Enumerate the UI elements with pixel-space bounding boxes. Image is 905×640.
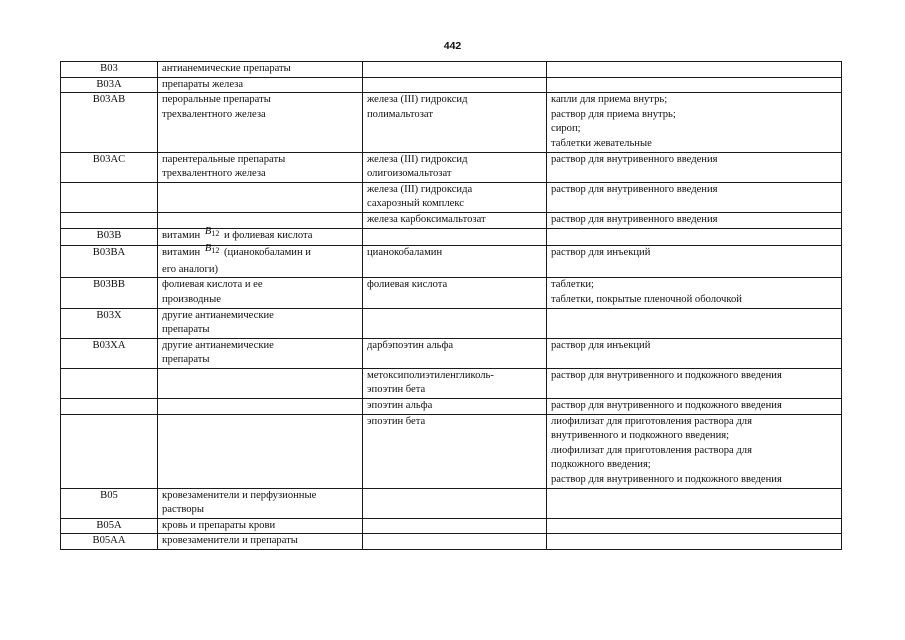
atc-code-cell: B05A [61,518,158,534]
atc-code-cell [61,414,158,488]
pharmacological-group-cell: пероральные препараты трехвалентного железа [158,93,363,152]
dosage-form-cell: раствор для внутривенного введения [547,182,842,212]
pharmacological-group-cell [158,399,363,415]
atc-code-cell [61,212,158,228]
pharmacological-group-cell: кровезаменители и препараты [158,534,363,550]
vitamin-b12-formula [203,243,221,254]
table-row [61,228,842,246]
dosage-form-cell [547,534,842,550]
table-row [61,93,842,152]
dosage-form-cell: раствор для инъекций [547,338,842,368]
active-substance-cell: железа карбоксимальтозат [363,212,547,228]
dosage-form-cell: лиофилизат для приготовления раствора для внутривенного и подкожного введения; лиофилизат для приготовления раствора для подкожного введения; раствор для внутривенного и подкожного введения [547,414,842,488]
table-row [61,414,842,488]
pharmacological-group-cell: кровь и препараты крови [158,518,363,534]
atc-code-cell [61,368,158,398]
atc-code-cell [61,182,158,212]
table-row [61,246,842,278]
drug-classification-table [60,61,842,550]
table-row [61,338,842,368]
active-substance-cell: цианокобаламин [363,246,547,278]
table-row [61,182,842,212]
table-row [61,368,842,398]
pharmacological-group-cell: фолиевая кислота и ее производные [158,278,363,308]
pharmacological-group-cell [158,243,363,278]
pharmacological-group-cell: антианемические препараты [158,62,363,78]
atc-code-cell: B03AB [61,93,158,152]
active-substance-cell: эпоэтин альфа [363,399,547,415]
formula-letter: B [204,225,212,237]
pharmacological-group-cell: другие антианемические препараты [158,308,363,338]
dosage-form-cell: раствор для внутривенного введения [547,152,842,182]
table-row [61,534,842,550]
atc-code-cell: B05 [61,488,158,518]
active-substance-cell: метоксиполиэтиленгликоль- эпоэтин бета [363,368,547,398]
atc-code-cell: B03 [61,62,158,78]
formula-subscript: 12 [211,246,220,256]
pharmacological-group-cell: кровезаменители и перфузионные растворы [158,488,363,518]
atc-code-cell: B03A [61,77,158,93]
pharmacological-group-cell: другие антианемические препараты [158,338,363,368]
formula-letter: B [204,243,212,255]
table-row [61,62,842,78]
atc-code-cell: B03XA [61,338,158,368]
active-substance-cell [363,228,547,246]
active-substance-cell [363,518,547,534]
pharmacological-group-cell: препараты железа [158,77,363,93]
dosage-form-cell [547,488,842,518]
dosage-form-cell: капли для приема внутрь; раствор для приема внутрь; сироп; таблетки жевательные [547,93,842,152]
active-substance-cell [363,77,547,93]
atc-code-cell: B03BB [61,278,158,308]
table-row [61,399,842,415]
pharmacological-group-cell [158,182,363,212]
table-row [61,278,842,308]
dosage-form-cell [547,308,842,338]
dosage-form-cell [547,518,842,534]
active-substance-cell: железа (III) гидроксид полимальтозат [363,93,547,152]
formula-subscript: 12 [211,228,220,238]
active-substance-cell [363,62,547,78]
atc-code-cell: B03AC [61,152,158,182]
table-row [61,518,842,534]
atc-code-cell: B03X [61,308,158,338]
pharmacological-group-cell [158,414,363,488]
group-suffix: и фолиевая кислота [223,229,313,241]
dosage-form-cell: раствор для инъекций [547,246,842,278]
dosage-form-cell: таблетки; таблетки, покрытые пленочной оболочкой [547,278,842,308]
atc-code-cell: B03B [61,228,158,246]
pharmacological-group-cell: парентеральные препараты трехвалентного железа [158,152,363,182]
dosage-form-cell: раствор для внутривенного введения [547,212,842,228]
table-row [61,212,842,228]
group-prefix: витамин [162,247,201,259]
active-substance-cell [363,308,547,338]
dosage-form-cell: раствор для внутривенного и подкожного введения [547,368,842,398]
page-number: 442 [443,40,462,52]
dosage-form-cell [547,62,842,78]
pharmacological-group-cell [158,212,363,228]
table-row [61,77,842,93]
table-row [61,308,842,338]
vitamin-b12-formula [203,226,221,237]
active-substance-cell: фолиевая кислота [363,278,547,308]
active-substance-cell [363,488,547,518]
dosage-form-cell [547,228,842,246]
atc-code-cell [61,399,158,415]
table-row [61,488,842,518]
atc-code-cell: B05AA [61,534,158,550]
atc-code-cell: B03BA [61,246,158,278]
active-substance-cell: железа (III) гидроксида сахарозный комплекс [363,182,547,212]
active-substance-cell: эпоэтин бета [363,414,547,488]
active-substance-cell [363,534,547,550]
table-row [61,152,842,182]
group-suffix: (цианокобаламин и его аналоги) [162,247,311,275]
pharmacological-group-cell [158,225,363,246]
group-prefix: витамин [162,229,201,241]
active-substance-cell: дарбэпоэтин альфа [363,338,547,368]
dosage-form-cell [547,77,842,93]
active-substance-cell: железа (III) гидроксид олигоизомальтозат [363,152,547,182]
pharmacological-group-cell [158,368,363,398]
dosage-form-cell: раствор для внутривенного и подкожного введения [547,399,842,415]
